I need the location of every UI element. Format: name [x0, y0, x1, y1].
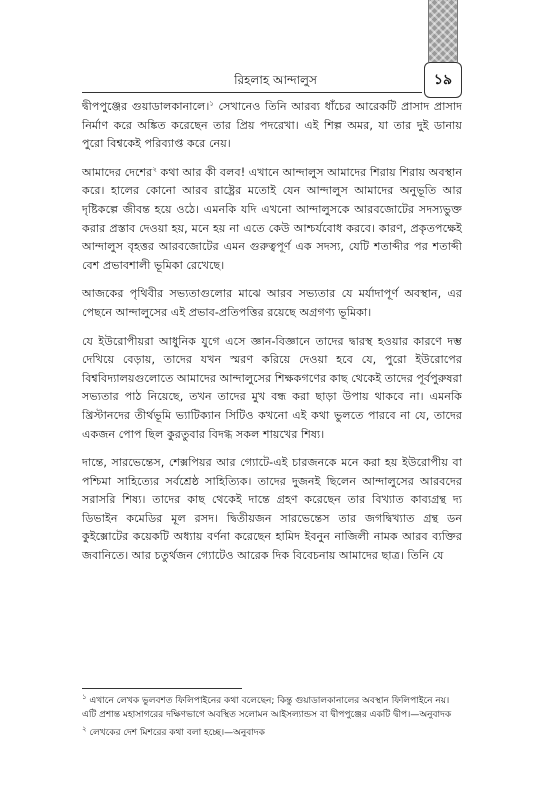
page-number: ১৯ — [424, 62, 462, 98]
paragraph — [82, 98, 462, 154]
paragraph-text: কথা আর কী বলব! এখানে আন্দালুস আমাদের শিরায় শিরায় অবস্থান করে। হালের কোনো আরব রাষ্ট্রের মতোই যেন আন্দালুস আমাদের অনুভূতি আর দৃষ্টিকল্পে জীবন্ত হয়ে ওঠে। এমনকি যদি এখনো আন্দালুসকে আরবজোটের সদস্যভুক্ত করার প্রস্তাব দেওয়া হয়, মনে হয় না এতে কেউ আশ্চর্যবোধ করবে। কারণ, প্রকৃতপক্ষেই আন্দালুস বৃহত্তর আরবজোটের এমন গুরুত্বপূর্ণ এক সদস্য, যেটি শতাব্দীর পর শতাব্দী বেশ প্রভাবশালী ভূমিকা রেখেছে। — [82, 165, 463, 272]
footnote-divider — [82, 688, 242, 689]
footnote-ref: ১ — [209, 99, 214, 108]
paragraph — [82, 285, 462, 322]
footnotes — [82, 694, 462, 744]
main-text — [82, 98, 462, 576]
running-title: রিহলাহ আন্দালুস — [234, 73, 317, 87]
paragraph — [82, 454, 462, 566]
paragraph-text: সেখানেও তিনি আরব্য ধাঁচের আরেকটি প্রাসাদ প্রাসাদ নির্মাণ করে অঙ্কিত করেছেন তার প্রিয় পদরেখা। এই শিল্প অমর, যা তার দুই ডানায় পুরো বিশ্বকেই পরিব্যাপ্ত করে নেয়। — [82, 100, 462, 151]
footnote — [82, 694, 462, 722]
paragraph-text: আমাদের দেশের — [82, 165, 153, 179]
paragraph-text: যে ইউরোপীয়রা আধুনিক যুগে এসে জ্ঞান-বিজ্ঞানে তাদের দ্বারস্থ হওয়ার কারণে দম্ভ দেখিয়ে বেড়ায়, তাদের যখন স্মরণ করিয়ে দেওয়া হবে যে, পুরো ইউরোপের বিশ্ববিদ্যালয়গুলোতে আমাদের আন্দালুসের শিক্ষকগণের কাছ থেকেই তাদের পূর্বপুরুষরা সভ্যতার পাঠ নিয়েছে, তখন তাদের মুখ বন্ধ করা ছাড়া উপায় থাকবে না। এমনকি খ্রিস্টানদের তীর্থভূমি ভ্যাটিক্যান সিটিও কখনো এই কথা ভুলতে পারবে না যে, তাদের একজন পোপ ছিল কুরতুবার বিদগ্ধ সকল শায়খের শিষ্য। — [82, 334, 462, 441]
paragraph-text: আজকের পৃথিবীর সভ্যতাগুলোর মাঝে আরব সভ্যতার যে মর্যাদাপূর্ণ অবস্থান, এর পেছনে আন্দালুসের এই প্রভাব-প্রতিপত্তির রয়েছে অগ্রগণ্য ভূমিকা। — [82, 287, 462, 319]
header-divider — [82, 92, 422, 93]
paragraph-text: দ্বীপপুঞ্জের গুয়াডালকানালে। — [82, 100, 210, 113]
footnote-ref: ২ — [152, 165, 157, 174]
footnote-mark: ১ — [82, 693, 87, 701]
paragraph — [82, 333, 462, 445]
footnote-text: লেখকের দেশ মিশরের কথা বলা হচ্ছে।—অনুবাদক — [86, 728, 265, 738]
paragraph — [82, 164, 462, 276]
decorative-ornament-band — [428, 0, 458, 62]
footnote-mark: ২ — [82, 725, 87, 733]
footnote-text: এখানে লেখক ভুলবশত ফিলিপাইনের কথা বলেছেন; কিন্তু গুয়াডালকানালের অবস্থান ফিলিপাইনে নয়। এটি প্রশান্ত মহাসাগরের দক্ষিণভাগে অবস্থিত সলোমন আইসল্যান্ডস বা দ্বীপপুঞ্জের একটি দ্বীপ।—অনুবাদক — [82, 696, 452, 720]
paragraph-text: দান্তে, সারভেন্তেস, শেক্সপিয়র আর গ্যোটে-এই চারজনকে মনে করা হয় ইউরোপীয় বা পশ্চিমা সাহিত্যের সর্বশ্রেষ্ঠ সাহিত্যিক। তাদের দুজনই ছিলেন আন্দালুসের আরবদের সরাসরি শিষ্য। তাদের কাছ থেকেই দান্তে গ্রহণ করেছেন তার বিখ্যাত কাব্যগ্রন্থ দ্য ডিভাইন কমেডির মূল রসদ। দ্বিতীয়জন সারভেন্তেস তার জগদ্বিখ্যাত গ্রন্থ ডন কুইক্সোটের কয়েকটি অধ্যায় বর্ণনা করেছেন হামিদ ইবনুন নাজিলী নামক আরব ব্যক্তির জবানিতে। আর চতুর্থজন গ্যোটেও আরেক দিক বিবেচনায় আমাদের ছাত্র। তিনি যে — [82, 456, 462, 563]
footnote — [82, 726, 462, 740]
